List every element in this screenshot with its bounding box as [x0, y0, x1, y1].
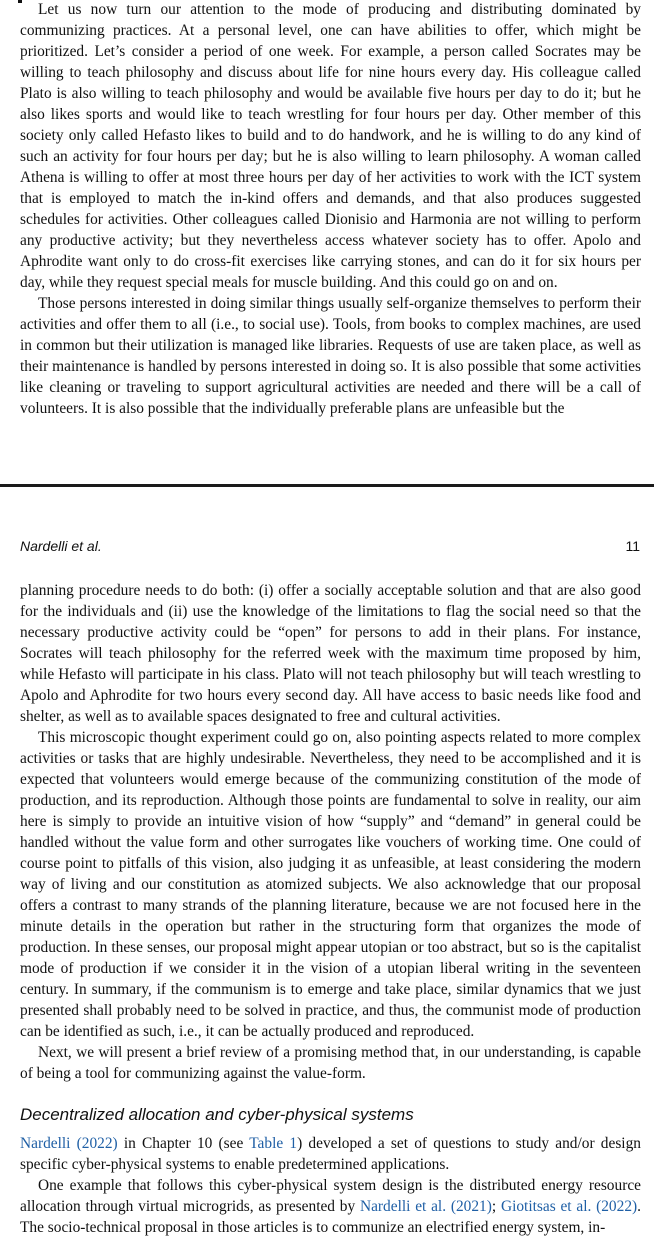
- body-text-bottom: [20, 580, 641, 1238]
- paragraph-text: ) developed a set of questions to study and/or design specific cyber-physical systems to enable predetermined applications.: [20, 1135, 641, 1173]
- table-link[interactable]: Table 1: [249, 1135, 298, 1152]
- section-heading: Decentralized allocation and cyber-physical systems: [20, 1105, 414, 1124]
- page-divider: [0, 484, 654, 487]
- previous-page-fragment: [0, 0, 654, 486]
- paragraph-text: . The socio-technical proposal in those articles is to communize an electrified energy system, in-: [20, 1198, 641, 1236]
- paragraph-thought-experiment: Let us now turn our attention to the mode of producing and distributing dominated by communizing practices. At a personal level, one can have abilities to offer, which might be prioritized. Let’s consider a period of one week. For example, a person called Socrates may be willing to teach philosophy and discuss about life for nine hours every day. His colleague called Plato is also willing to teach philosophy and would be available five hours per day to do it; but he also likes sports and would like to teach wrestling for four hours per day. Other member of this society only called Hefasto likes to build and to do handwork, and he is willing to do any kind of such an activity for four hours per day; but he is also willing to learn philosophy. A woman called Athena is willing to offer at most three hours per day of her activities to work with the ICT system that is employed to match the in-kind offers and demands, and that also produces suggested schedules for activities. Other colleagues called Dionisio and Harmonia are not willing to perform any productive activity; but they nevertheless access whatever society has to offer. Apolo and Aphrodite want only to do cross-fit exercises like carrying stones, and can do it for six hours per day, while they request special meals for muscle building. And this could go on and on.: [20, 1, 641, 291]
- body-text-top: [20, 0, 641, 419]
- paragraph-nardelli-2022: [20, 1133, 641, 1175]
- paragraph-self-organize: Those persons interested in doing similar things usually self-organize themselves to perform their activities and offer them to all (i.e., to social use). Tools, from books to complex machines, are used in common but their utilization is managed like libraries. Requests of use are taken place, as well as their maintenance is handled by persons interested in doing so. It is also possible that some activities like cleaning or traveling to support agricultural activities are needed and there will be a call of volunteers. It is also possible that the individually preferable plans are unfeasible but the: [20, 295, 641, 417]
- paragraph-microscopic-experiment: This microscopic thought experiment could go on, also pointing aspects related to more complex activities or tasks that are highly undesirable. Nevertheless, they need to be accomplished and it is expected that volunteers would emerge because of the communizing constitution of the mode of production, and its reproduction. Although those points are fundamental to solve in reality, our aim here is simply to provide an intuitive vision of how “supply” and “demand” in general could be handled without the value form and other surrogates like vouchers of working time. One could of course point to pitfalls of this vision, also judging it as unfeasible, at least considering the modern way of living and our constitution as atomized subjects. We also acknowledge that our proposal offers a contrast to many strands of the planning literature, because we are not focused here in the minute details in the operation but rather in the structuring form that organizes the mode of production. In these senses, our proposal might appear utopian or too abstract, but so is the capitalist mode of production if we consider it in the vision of a utopian liberal writing in the seventeen century. In summary, if the communism is to emerge and take place, similar dynamics that we just presented shall probably need to be solved in practice, and thus, the communist mode of production can be identified as such, i.e., it can be actually produced and reproduced.: [20, 729, 641, 1040]
- citation-link[interactable]: Nardelli (2022): [20, 1135, 118, 1152]
- citation-link[interactable]: Giotitsas et al. (2022): [500, 1198, 638, 1215]
- paragraph-text: ;: [491, 1198, 501, 1215]
- citation-link[interactable]: Nardelli et al. (2021): [359, 1198, 492, 1215]
- paragraph-planning-procedure: planning procedure needs to do both: (i) offer a socially acceptable solution and that are also good for the individuals and (ii) use the knowledge of the limitations to flag the social need so that the necessary productive activity could be “open” for persons to add in their plans. For instance, Socrates will teach philosophy for the referred week with the maximum time proposed by him, while Hefasto will participate in his class. Plato will not teach philosophy but will teach wrestling to Apolo and Aphrodite for two hours every second day. All have access to basic needs like food and shelter, as well as to available spaces designated to free and cultural activities.: [20, 582, 641, 725]
- paragraph-text: One example that follows this cyber-physical system design is the distributed energy resource allocation through virtual microgrids, as presented by: [20, 1177, 641, 1215]
- paragraph-microgrids: [20, 1175, 641, 1238]
- paragraph-next-review: Next, we will present a brief review of a promising method that, in our understanding, is capable of being a tool for communizing against the value-form.: [20, 1044, 641, 1082]
- running-head-authors: Nardelli et al.: [20, 538, 102, 554]
- page-number: 11: [625, 538, 640, 554]
- paragraph-text: in Chapter 10 (see: [117, 1135, 250, 1152]
